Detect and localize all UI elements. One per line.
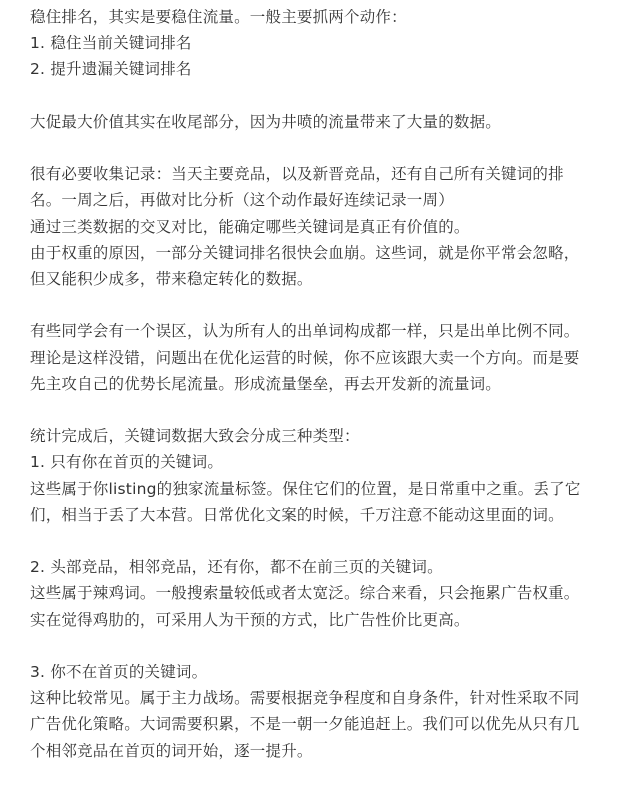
- text-line: 先主攻自己的优势长尾流量。形成流量堡垒，再去开发新的流量词。: [30, 374, 502, 393]
- text-line: 通过三类数据的交叉对比，能确定哪些关键词是真正有价值的。: [30, 217, 470, 236]
- text-line: 们，相当于丢了大本营。日常优化文案的时候，千万注意不能动这里面的词。: [30, 505, 564, 524]
- list-item-1: 1. 稳住当前关键词排名: [30, 34, 192, 53]
- type-heading-3: 3. 你不在首页的关键词。: [30, 662, 208, 681]
- text-line: 大促最大价值其实在收尾部分，因为井喷的流量带来了大量的数据。: [30, 112, 502, 131]
- text-line: 实在觉得鸡肋的，可采用人为干预的方式，比广告性价比更高。: [30, 610, 470, 629]
- paragraph-type-3: [30, 659, 620, 764]
- paragraph-promo-value: [30, 109, 620, 135]
- text-line: 由于权重的原因，一部分关键词排名很快会血崩。这些词，就是你平常会忽略，: [30, 243, 580, 262]
- text-line: 名。一周之后，再做对比分析（这个动作最好连续记录一周）: [30, 191, 454, 210]
- paragraph-data-collection: [30, 161, 620, 292]
- paragraph-ranking-goal: [30, 4, 620, 83]
- text-line: 理论是这样没错，问题出在优化运营的时候，你不应该跟大卖一个方向。而是要: [30, 348, 580, 367]
- article-body: [30, 4, 620, 764]
- text-line: 有些同学会有一个误区，认为所有人的出单词构成都一样，只是出单比例不同。: [30, 322, 580, 341]
- list-item-2: 2. 提升遗漏关键词排名: [30, 60, 192, 79]
- type-heading-2: 2. 头部竞品，相邻竞品，还有你，都不在前三页的关键词。: [30, 558, 443, 577]
- text-line: 统计完成后，关键词数据大致会分成三种类型：: [30, 427, 360, 446]
- text-line: 这些属于辣鸡词。一般搜索量较低或者太宽泛。综合来看，只会拖累广告权重。: [30, 584, 580, 603]
- text-line: 广告优化策略。大词需要积累，不是一朝一夕能追赶上。我们可以优先从只有几: [30, 715, 580, 734]
- text-line: 个相邻竞品在首页的词开始，逐一提升。: [30, 741, 313, 760]
- text-line: 这种比较常见。属于主力战场。需要根据竞争程度和自身条件，针对性采取不同: [30, 689, 580, 708]
- paragraph-misconception: [30, 318, 620, 397]
- text-line: 很有必要收集记录：当天主要竞品，以及新晋竞品，还有自己所有关键词的排: [30, 165, 564, 184]
- paragraph-type-1: [30, 423, 620, 528]
- text-line: 但又能积少成多，带来稳定转化的数据。: [30, 270, 313, 288]
- type-heading-1: 1. 只有你在首页的关键词。: [30, 453, 224, 472]
- paragraph-type-2: [30, 554, 620, 633]
- text-line: 这些属于你listing的独家流量标签。保住它们的位置，是日常重中之重。丢了它: [30, 479, 581, 498]
- text-line: 稳住排名，其实是要稳住流量。一般主要抓两个动作：: [30, 8, 407, 26]
